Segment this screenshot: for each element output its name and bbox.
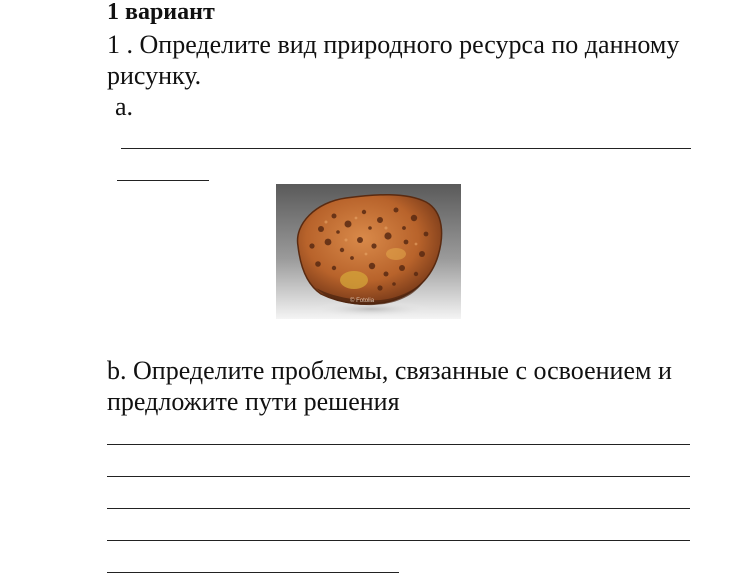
question-b-text-line-2: предложите пути решения	[107, 387, 400, 416]
iron-ore-photo	[276, 184, 461, 319]
question-1-text-line-1: 1 . Определите вид природного ресурса по данному	[107, 30, 680, 59]
sub-question-a-label: a.	[115, 92, 134, 121]
answer-line-b-1	[107, 444, 690, 445]
photo-watermark: © Fotolia	[350, 298, 375, 304]
answer-line-b-3	[107, 508, 690, 509]
answer-line-a-2	[117, 180, 209, 181]
answer-line-b-2	[107, 476, 690, 477]
answer-line-b-5	[107, 572, 399, 573]
variant-title: 1 вариант	[107, 0, 215, 25]
answer-line-a-1	[121, 148, 691, 149]
question-1-text-line-2: рисунку.	[107, 61, 202, 90]
question-b-text-line-1: b. Определите проблемы, связанные с освоением и	[107, 356, 672, 385]
answer-line-b-4	[107, 540, 690, 541]
